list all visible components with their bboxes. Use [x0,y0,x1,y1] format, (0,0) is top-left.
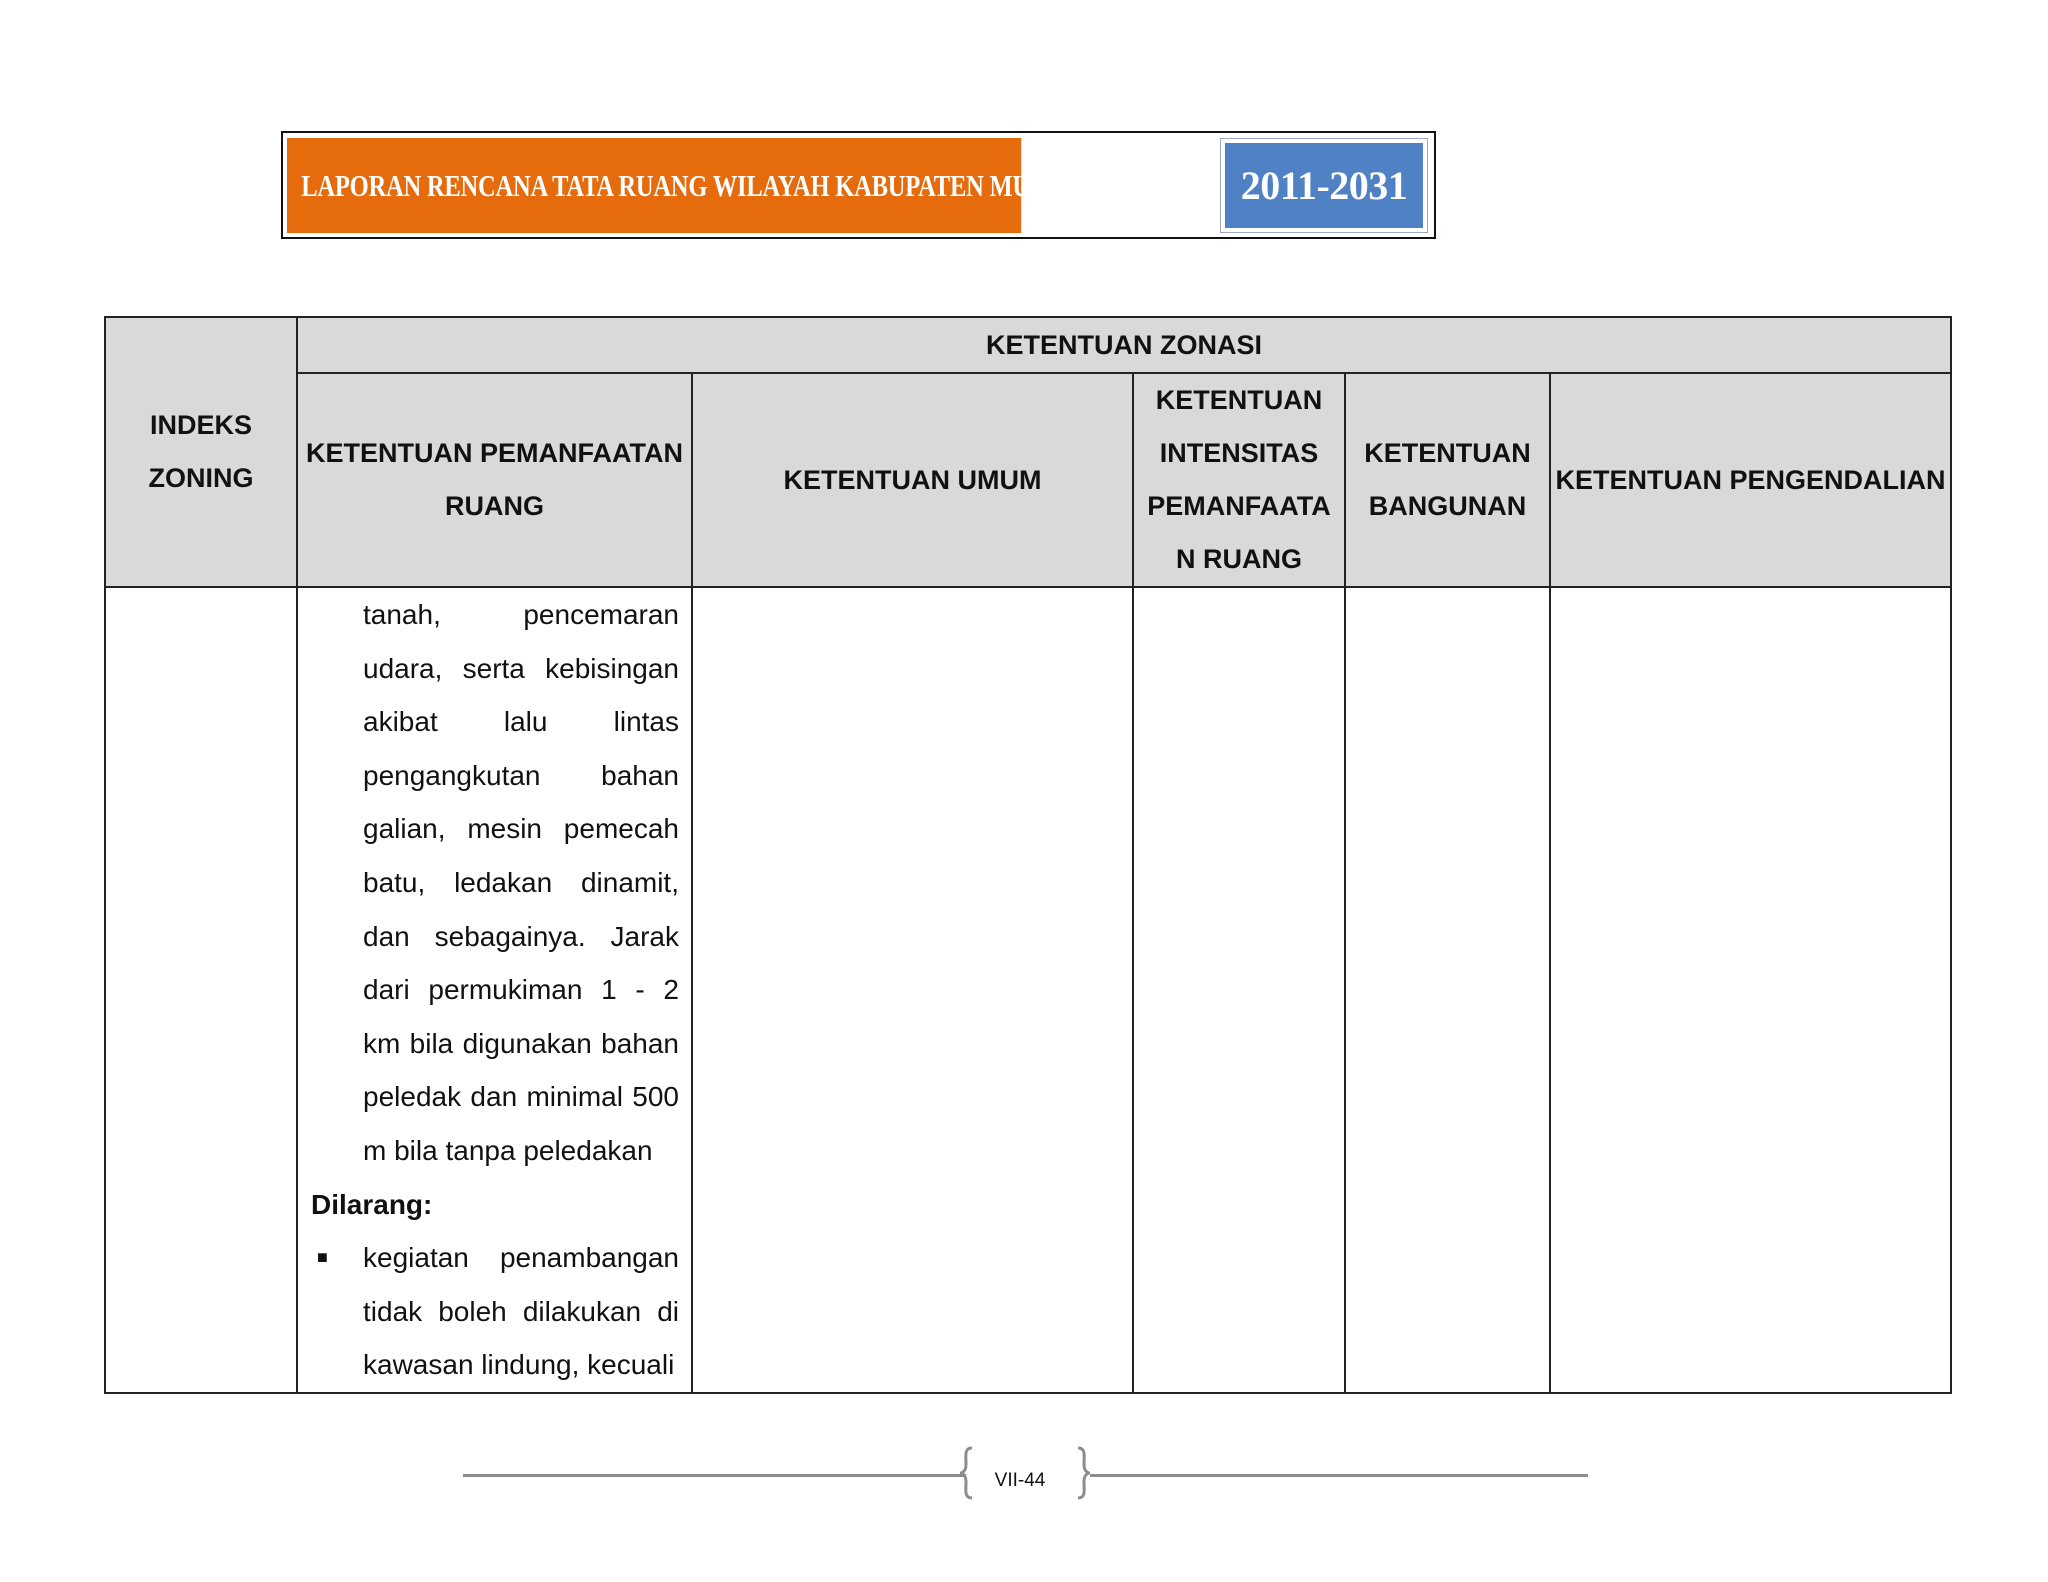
col-header-pengendalian: KETENTUAN PENGENDALIAN [1550,373,1951,587]
header-line: PEMANFAATA [1147,491,1331,521]
cell-bangunan [1345,587,1550,1393]
footer-rule-left [463,1474,966,1477]
report-header-banner [281,131,1436,239]
cell-pengendalian [1550,587,1951,1393]
header-line: ZONING [148,463,254,493]
header-line: KETENTUAN PEMANFAATAN [306,438,683,468]
col-header-indeks-zoning [105,317,297,587]
report-years-box [1220,138,1428,233]
header-line: RUANG [445,491,544,521]
header-line: KETENTUAN [1364,438,1531,468]
header-row-sub [105,373,1951,587]
col-header-umum: KETENTUAN UMUM [692,373,1133,587]
cell-pemanfaatan-ruang [297,587,692,1393]
table-row [105,587,1951,1393]
cell-intensitas [1133,587,1345,1393]
report-title: LAPORAN RENCANA TATA RUANG WILAYAH KABUPATEN MUSI BANYUASIN [287,138,1021,233]
header-line: N RUANG [1176,544,1302,574]
square-bullet-icon: ■ [317,1247,328,1268]
cell-indeks-zoning [105,587,297,1393]
col-header-ketentuan-zonasi: KETENTUAN ZONASI [297,317,1951,373]
footer-rule-right [1090,1474,1588,1477]
cell-umum [692,587,1133,1393]
header-line: BANGUNAN [1368,491,1527,521]
list-item-text: kegiatan penambangan tidak boleh dilakukan di kawasan lindung, kecuali [363,1242,679,1381]
right-brace-icon [1076,1446,1090,1500]
zoning-table [104,316,1952,1394]
list-item [311,1231,679,1392]
report-years: 2011-2031 [1225,143,1423,228]
pemanfaatan-ruang-text [298,588,691,1392]
header-line: KETENTUAN [1155,385,1323,415]
header-row-top [105,317,1951,373]
col-header-bangunan [1345,373,1550,587]
page-number: VII-44 [994,1470,1046,1491]
header-line: INDEKS [149,410,252,440]
dilarang-heading: Dilarang: [311,1188,433,1220]
continued-paragraph: tanah, pencemaran udara, serta kebisingan akibat lalu lintas pengangkutan bahan galian, mesin pemecah batu, ledakan dinamit, dan sebagainya. Jarak dari permukiman 1 - 2 km bila digunakan bahan peledak dan minimal 500 m bila tanpa peledakan [363,599,679,1166]
col-header-intensitas [1133,373,1345,587]
col-header-pemanfaatan-ruang [297,373,692,587]
header-line: INTENSITAS [1159,438,1319,468]
